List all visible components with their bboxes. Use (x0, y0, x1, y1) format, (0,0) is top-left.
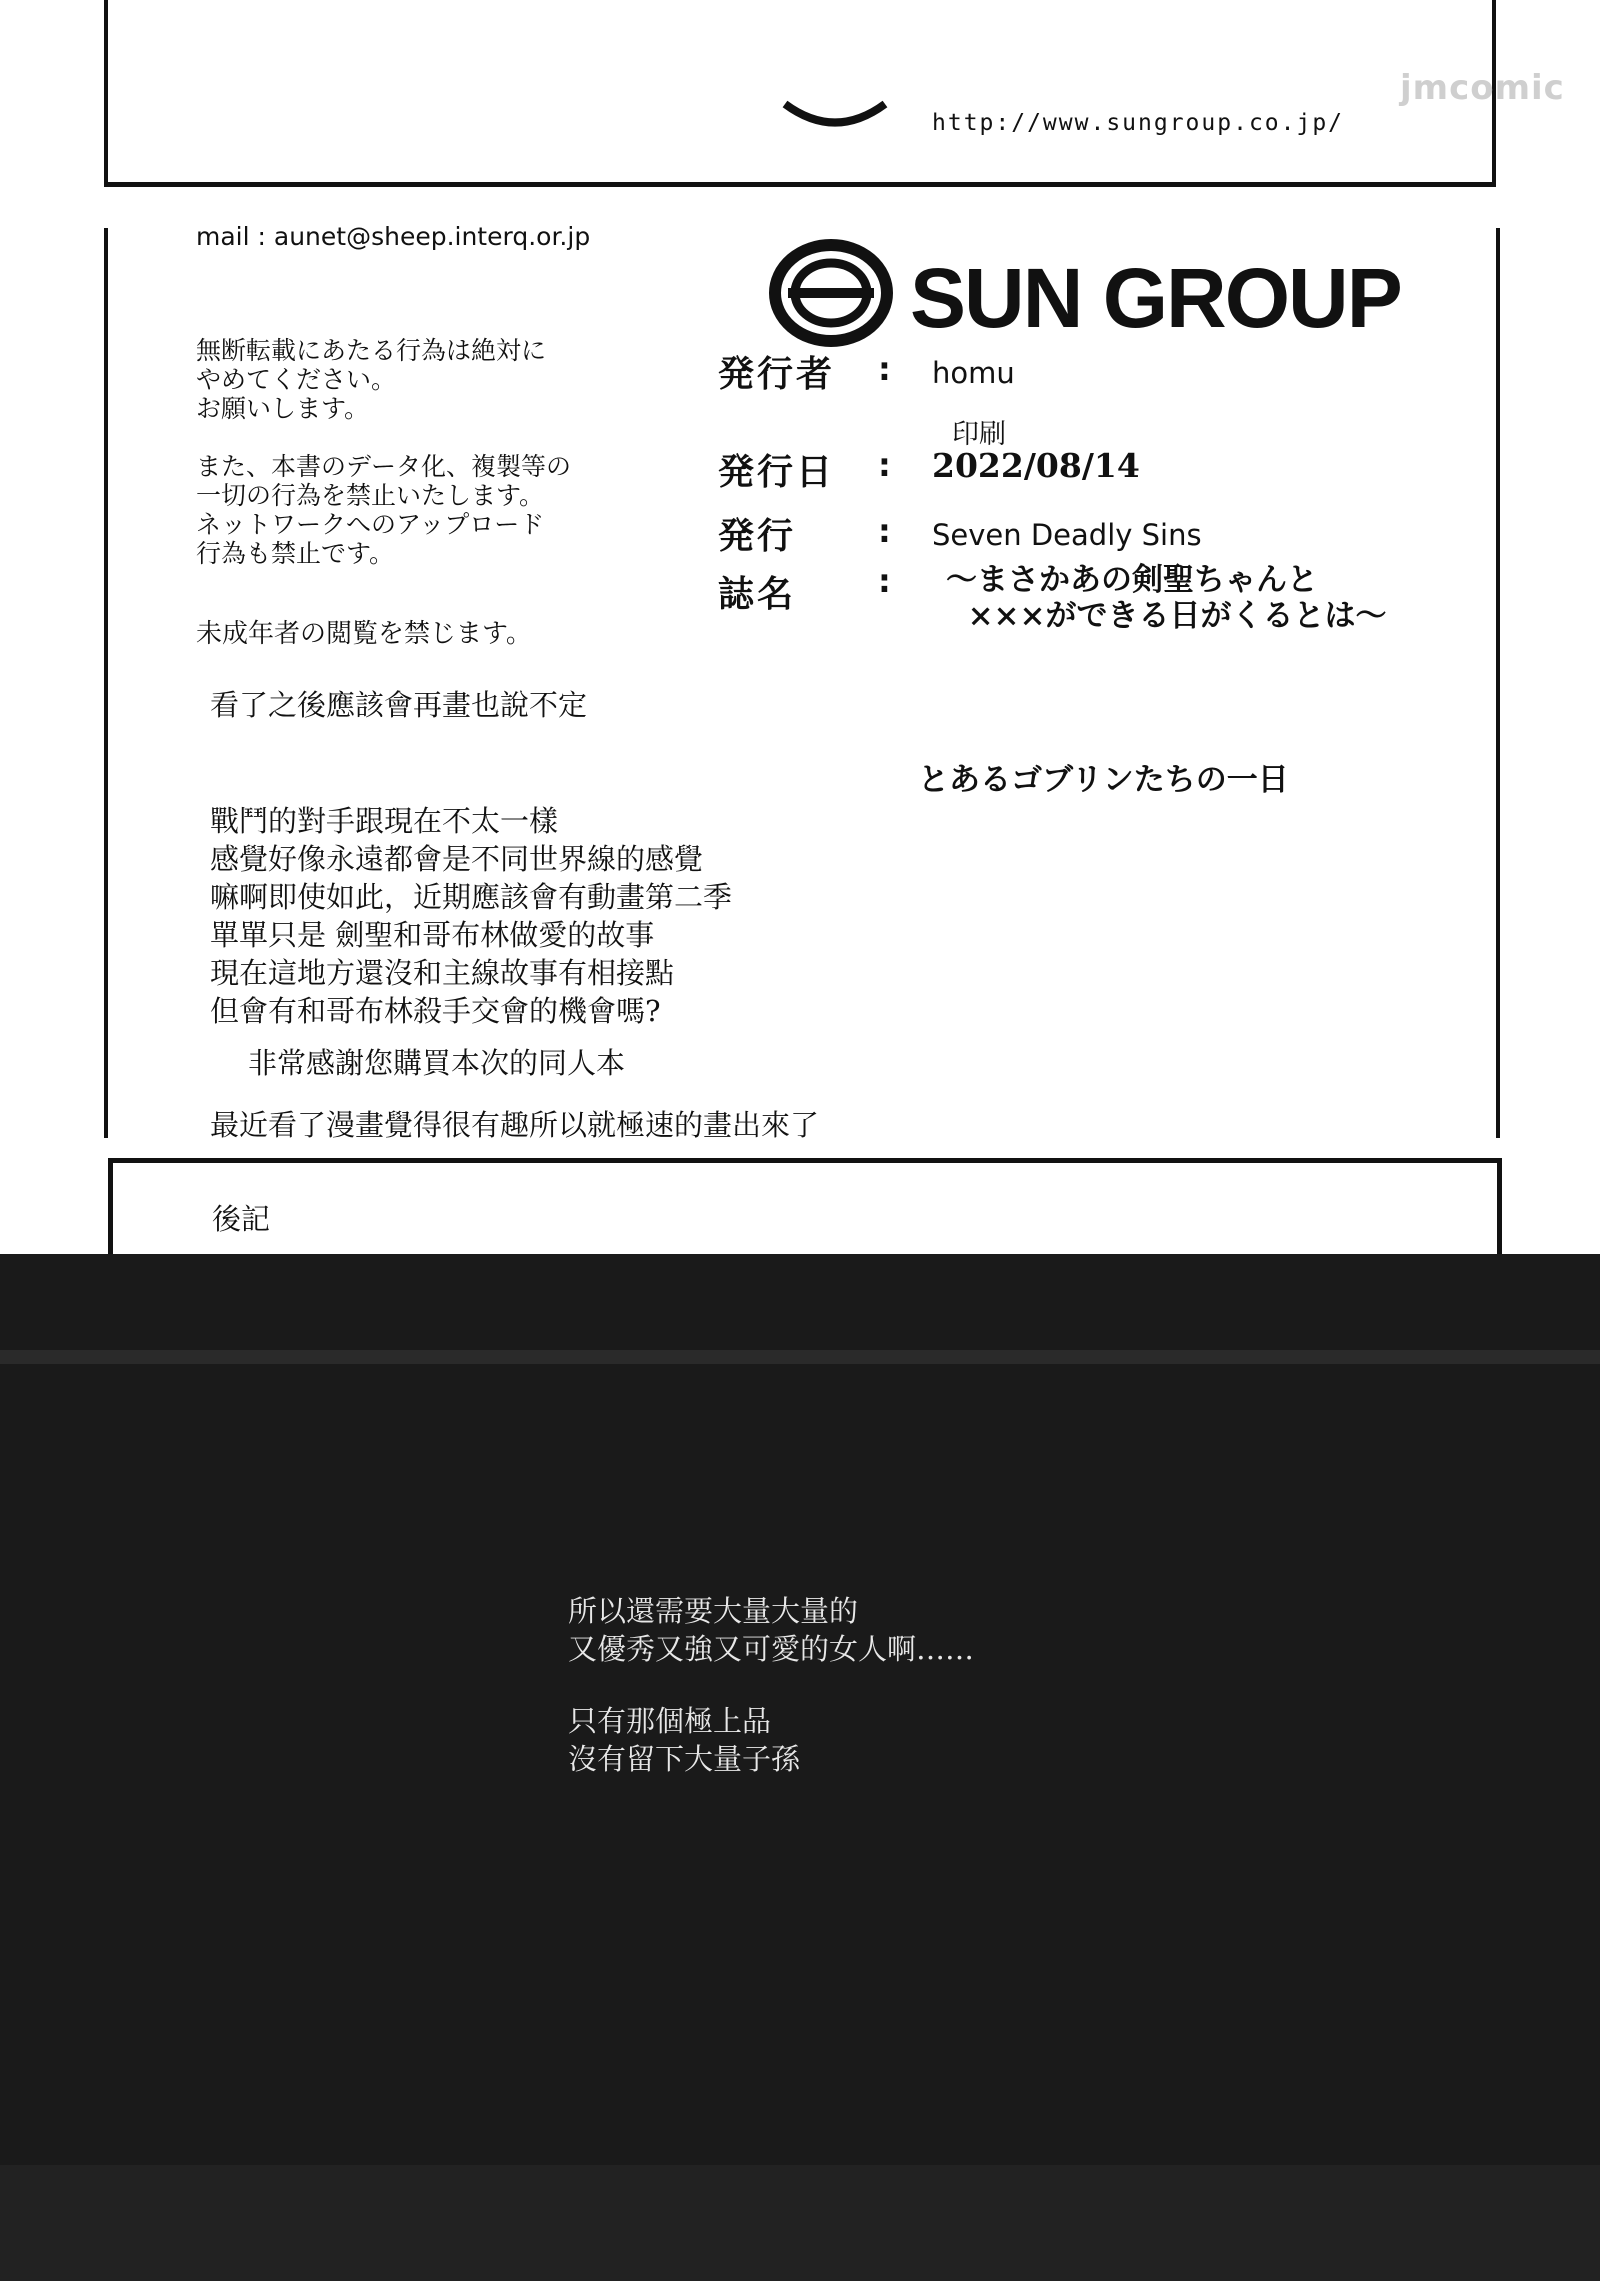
notice-line: やめてください。 (196, 365, 397, 394)
dark-text-block-a (568, 1592, 974, 1668)
colon: : (878, 512, 891, 550)
translation-line-top: 看了之後應該會再畫也說不定 (210, 688, 588, 722)
label-circle: 発行 (718, 516, 797, 557)
sungroup-logo-icon (768, 238, 894, 348)
notice-line: 無断転載にあたる行為は絶対に (196, 336, 547, 365)
dark-line: 所以還需要大量大量的 (568, 1594, 859, 1628)
value-date: 2022/08/14 (932, 446, 1140, 485)
translation-line: 單單只是 劍聖和哥布林做愛的故事 (210, 918, 655, 952)
watermark: jmcomic (1400, 68, 1565, 108)
notice-block (196, 336, 571, 568)
sungroup-url: http://www.sungroup.co.jp/ (932, 110, 1345, 136)
value-title: 〜まさかあの剣聖ちゃんと ×××ができる日がくるとは〜 (946, 562, 1387, 634)
translation-paragraph (210, 802, 732, 1030)
translation-line: 但會有和哥布林殺手交會的機會嗎? (210, 994, 661, 1028)
label-title: 誌名 (718, 574, 797, 615)
notice-line: また、本書のデータ化、複製等の (196, 452, 572, 481)
minor-notice: 未成年者の閲覧を禁じます。 (196, 619, 532, 649)
mail-address: mail : aunet@sheep.interq.or.jp (196, 222, 591, 251)
sungroup-logo-fragment-icon (780, 96, 890, 136)
notice-line: お願いします。 (196, 394, 370, 423)
value-print: 印刷 (952, 419, 1006, 450)
label-date: 発行日 (718, 452, 836, 493)
dark-line: 又優秀又強又可愛的女人啊…… (568, 1632, 975, 1666)
translation-line: 現在這地方還沒和主線故事有相接點 (210, 956, 675, 990)
colon: : (878, 562, 891, 600)
dark-footer-band (0, 2165, 1600, 2281)
dark-line: 沒有留下大量子孫 (568, 1742, 801, 1776)
afterword-box (108, 1158, 1502, 1263)
afterword-title: 後記 (212, 1202, 271, 1236)
dark-divider (0, 1350, 1600, 1364)
translation-thanks: 非常感謝您購買本次的同人本 (248, 1046, 626, 1080)
value-circle: Seven Deadly Sins (932, 518, 1202, 552)
notice-line: 行為も禁止です。 (196, 539, 395, 568)
sungroup-brand: SUN GROUP (910, 251, 1401, 345)
dark-line: 只有那個極上品 (568, 1704, 772, 1738)
colon: : (878, 446, 891, 484)
notice-line (196, 423, 571, 452)
notice-line: 一切の行為を禁止いたします。 (196, 481, 545, 510)
colon: : (878, 350, 891, 388)
translation-line: 感覺好像永遠都會是不同世界線的感覺 (210, 842, 704, 876)
notice-line: ネットワークへのアップロード (196, 510, 545, 539)
dark-text-block-b (568, 1702, 800, 1778)
value-publisher: homu (932, 356, 1015, 390)
translation-recent: 最近看了漫畫覺得很有趣所以就極速的畫出來了 (210, 1108, 820, 1142)
translation-line: 戰鬥的對手跟現在不太一樣 (210, 804, 559, 838)
top-frame (104, 0, 1496, 187)
label-publisher: 発行者 (718, 354, 836, 395)
translation-line: 嘛啊即使如此，近期應該會有動畫第二季 (210, 880, 733, 914)
subtitle-jp: とあるゴブリンたちの一日 (918, 762, 1289, 798)
